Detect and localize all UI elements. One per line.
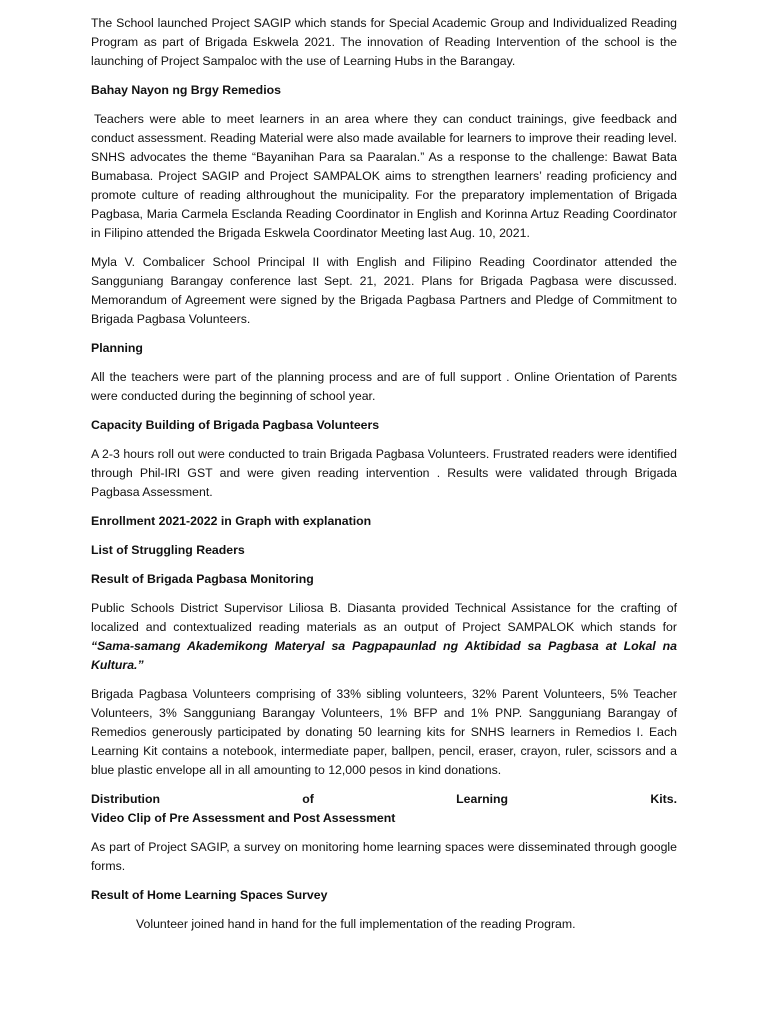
closing-paragraph: Volunteer joined hand in hand for the full implementation of the reading Program. xyxy=(136,917,576,931)
heading-struggling-readers: List of Struggling Readers xyxy=(91,543,245,557)
heading-planning: Planning xyxy=(91,341,143,355)
heading-distribution-learning-kits xyxy=(91,790,677,809)
heading-enrollment: Enrollment 2021-2022 in Graph with explanation xyxy=(91,514,372,528)
survey-paragraph: As part of Project SAGIP, a survey on monitoring home learning spaces were disseminated through google forms. xyxy=(91,840,677,873)
heading-video-clip: Video Clip of Pre Assessment and Post Assessment xyxy=(91,811,396,825)
planning-paragraph: All the teachers were part of the planning process and are of full support . Online Orientation of Parents were conducted during the beginning of school year. xyxy=(91,370,677,403)
distribution-word-2: of xyxy=(302,792,314,806)
heading-survey-result: Result of Home Learning Spaces Survey xyxy=(91,888,328,902)
distribution-word-3: Learning xyxy=(456,792,509,806)
distribution-word-4: Kits. xyxy=(650,792,677,806)
capacity-paragraph: A 2-3 hours roll out were conducted to train Brigada Pagbasa Volunteers. Frustrated readers were identified through Phil-IRI GST and were given reading intervention . Results were validated through Brigada Pagbasa Assessment. xyxy=(91,447,677,499)
volunteers-paragraph: Brigada Pagbasa Volunteers comprising of 33% sibling volunteers, 32% Parent Volunteers, 5% Teacher Volunteers, 3% Sangguniang Barangay Volunteers, 1% BFP and 1% PNP. Sangguniang Barangay of Remedios generously participated by donating 50 learning kits for SNHS learners in Remedios I. Each Learning Kit contains a notebook, intermediate paper, ballpen, pencil, eraser, crayon, ruler, scissors and a blue plastic envelope all in all amounting to 12,000 pesos in kind donations. xyxy=(91,687,677,777)
supervisor-paragraph-lead: Public Schools District Supervisor Liliosa B. Diasanta provided Technical Assistance for the crafting of localized and contextualized reading materials as an output of Project SAMPALOK which stands for xyxy=(91,601,677,634)
learning-hub-paragraph: Teachers were able to meet learners in an area where they can conduct trainings, give feedback and conduct assessment. Reading Material were also made available for learners to improve their reading level. SNHS advocates the theme “Bayanihan Para sa Paaralan.” As a response to the challenge: Bawat Bata Bumabasa. Project SAGIP and Project SAMPALOK aims to strengthen learners’ reading proficiency and promote culture of reading althroughout the municipality. For the preparatory implementation of Brigada Pagbasa, Maria Carmela Esclanda Reading Coordinator in English and Korinna Artuz Reading Coordinator in Filipino attended the Brigada Eskwela Coordinator Meeting last Aug. 10, 2021. xyxy=(91,112,677,240)
intro-paragraph: The School launched Project SAGIP which stands for Special Academic Group and Individualized Reading Program as part of Brigada Eskwela 2021. The innovation of Reading Intervention of the school is the launching of Project Sampaloc with the use of Learning Hubs in the Barangay. xyxy=(91,16,677,68)
heading-capacity-building: Capacity Building of Brigada Pagbasa Volunteers xyxy=(91,418,380,432)
heading-bahay-nayon: Bahay Nayon ng Brgy Remedios xyxy=(91,83,281,97)
document-page xyxy=(91,14,677,934)
sampalok-definition-quote: “Sama-samang Akademikong Materyal sa Pagpapaunlad ng Aktibidad sa Pagbasa at Lokal na Kultura.” xyxy=(91,639,677,672)
principal-paragraph: Myla V. Combalicer School Principal II with English and Filipino Reading Coordinator attended the Sangguniang Barangay conference last Sept. 21, 2021. Plans for Brigada Pagbasa were discussed. Memorandum of Agreement were signed by the Brigada Pagbasa Partners and Pledge of Commitment to Brigada Pagbasa Volunteers. xyxy=(91,255,677,326)
distribution-word-1: Distribution xyxy=(91,792,160,806)
supervisor-paragraph xyxy=(91,599,677,675)
heading-monitoring-result: Result of Brigada Pagbasa Monitoring xyxy=(91,572,314,586)
